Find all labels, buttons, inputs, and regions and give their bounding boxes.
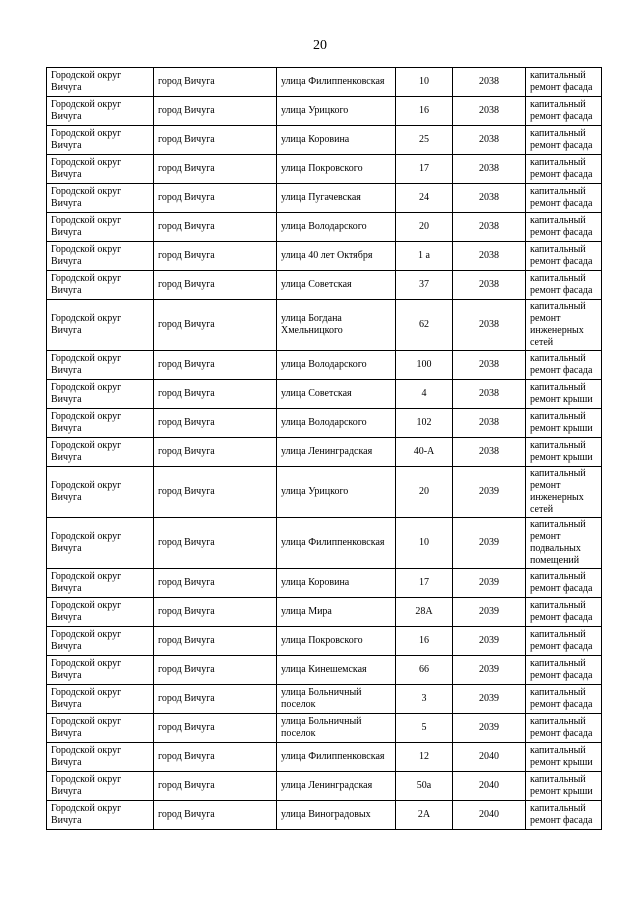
year-cell: 2038 [453,155,526,184]
work-cell: капитальный ремонт фасада [526,656,602,685]
table-row [47,627,602,656]
street-cell: улица Володарского [277,409,396,438]
street-cell: улица Виноградовых [277,801,396,830]
okrug-cell: Городской округ Вичуга [47,598,154,627]
street-cell: улица Мира [277,598,396,627]
city-cell: город Вичуга [154,380,277,409]
year-cell: 2038 [453,97,526,126]
city-cell: город Вичуга [154,300,277,351]
year-cell: 2040 [453,772,526,801]
work-cell: капитальный ремонт крыши [526,772,602,801]
city-cell: город Вичуга [154,126,277,155]
table-row [47,271,602,300]
house-cell: 40-А [396,438,453,467]
work-cell: капитальный ремонт фасада [526,569,602,598]
city-cell: город Вичуга [154,409,277,438]
year-cell: 2040 [453,801,526,830]
work-cell: капитальный ремонт фасада [526,714,602,743]
table-row [47,438,602,467]
okrug-cell: Городской округ Вичуга [47,184,154,213]
house-cell: 5 [396,714,453,743]
table-row [47,598,602,627]
year-cell: 2038 [453,438,526,467]
city-cell: город Вичуга [154,801,277,830]
year-cell: 2039 [453,714,526,743]
city-cell: город Вичуга [154,627,277,656]
work-cell: капитальный ремонт фасада [526,598,602,627]
house-cell: 25 [396,126,453,155]
house-cell: 12 [396,743,453,772]
city-cell: город Вичуга [154,351,277,380]
table-row [47,409,602,438]
table-row [47,714,602,743]
house-cell: 20 [396,213,453,242]
work-cell: капитальный ремонт крыши [526,438,602,467]
year-cell: 2039 [453,598,526,627]
street-cell: улица Ленинградская [277,438,396,467]
okrug-cell: Городской округ Вичуга [47,743,154,772]
city-cell: город Вичуга [154,569,277,598]
street-cell: улица Советская [277,271,396,300]
house-cell: 24 [396,184,453,213]
okrug-cell: Городской округ Вичуга [47,351,154,380]
street-cell: улица Володарского [277,351,396,380]
work-cell: капитальный ремонт инженерных сетей [526,300,602,351]
year-cell: 2039 [453,685,526,714]
okrug-cell: Городской округ Вичуга [47,300,154,351]
house-cell: 66 [396,656,453,685]
table-row [47,685,602,714]
year-cell: 2038 [453,271,526,300]
street-cell: улица Больничный поселок [277,714,396,743]
okrug-cell: Городской округ Вичуга [47,97,154,126]
table-row [47,569,602,598]
table-row [47,126,602,155]
year-cell: 2038 [453,184,526,213]
city-cell: город Вичуга [154,714,277,743]
work-cell: капитальный ремонт инженерных сетей [526,467,602,518]
city-cell: город Вичуга [154,184,277,213]
okrug-cell: Городской округ Вичуга [47,68,154,97]
street-cell: улица Володарского [277,213,396,242]
city-cell: город Вичуга [154,97,277,126]
okrug-cell: Городской округ Вичуга [47,685,154,714]
year-cell: 2039 [453,518,526,569]
house-cell: 1 а [396,242,453,271]
okrug-cell: Городской округ Вичуга [47,213,154,242]
street-cell: улица Коровина [277,126,396,155]
city-cell: город Вичуга [154,242,277,271]
work-cell: капитальный ремонт фасада [526,155,602,184]
house-cell: 100 [396,351,453,380]
year-cell: 2039 [453,627,526,656]
okrug-cell: Городской округ Вичуга [47,409,154,438]
year-cell: 2038 [453,213,526,242]
okrug-cell: Городской округ Вичуга [47,714,154,743]
okrug-cell: Городской округ Вичуга [47,467,154,518]
page-number: 20 [313,38,327,53]
house-cell: 28А [396,598,453,627]
okrug-cell: Городской округ Вичуга [47,656,154,685]
year-cell: 2039 [453,656,526,685]
work-cell: капитальный ремонт крыши [526,409,602,438]
house-cell: 50а [396,772,453,801]
table-row [47,801,602,830]
year-cell: 2038 [453,409,526,438]
year-cell: 2038 [453,380,526,409]
work-cell: капитальный ремонт фасада [526,213,602,242]
work-cell: капитальный ремонт фасада [526,242,602,271]
house-cell: 37 [396,271,453,300]
work-cell: капитальный ремонт фасада [526,68,602,97]
street-cell: улица Филиппенковская [277,68,396,97]
city-cell: город Вичуга [154,271,277,300]
table-row [47,518,602,569]
house-cell: 102 [396,409,453,438]
table-row [47,242,602,271]
city-cell: город Вичуга [154,772,277,801]
house-cell: 2А [396,801,453,830]
house-cell: 3 [396,685,453,714]
city-cell: город Вичуга [154,685,277,714]
street-cell: улица Урицкого [277,467,396,518]
work-cell: капитальный ремонт фасада [526,271,602,300]
house-cell: 10 [396,68,453,97]
okrug-cell: Городской округ Вичуга [47,438,154,467]
work-cell: капитальный ремонт крыши [526,743,602,772]
year-cell: 2040 [453,743,526,772]
okrug-cell: Городской округ Вичуга [47,518,154,569]
okrug-cell: Городской округ Вичуга [47,242,154,271]
year-cell: 2038 [453,242,526,271]
street-cell: улица Пугачевская [277,184,396,213]
repair-schedule-table [46,67,602,830]
table-row [47,656,602,685]
house-cell: 17 [396,569,453,598]
work-cell: капитальный ремонт фасада [526,184,602,213]
year-cell: 2039 [453,467,526,518]
table-row [47,155,602,184]
work-cell: капитальный ремонт фасада [526,126,602,155]
year-cell: 2038 [453,68,526,97]
okrug-cell: Городской округ Вичуга [47,569,154,598]
street-cell: улица Больничный поселок [277,685,396,714]
house-cell: 4 [396,380,453,409]
table-row [47,213,602,242]
okrug-cell: Городской округ Вичуга [47,772,154,801]
city-cell: город Вичуга [154,213,277,242]
year-cell: 2039 [453,569,526,598]
city-cell: город Вичуга [154,598,277,627]
work-cell: капитальный ремонт фасада [526,351,602,380]
table-row [47,743,602,772]
table-row [47,97,602,126]
city-cell: город Вичуга [154,656,277,685]
year-cell: 2038 [453,300,526,351]
year-cell: 2038 [453,126,526,155]
table-row [47,467,602,518]
house-cell: 16 [396,627,453,656]
street-cell: улица Ленинградская [277,772,396,801]
street-cell: улица Филиппенковская [277,518,396,569]
year-cell: 2038 [453,351,526,380]
table-row [47,380,602,409]
table-row [47,300,602,351]
house-cell: 62 [396,300,453,351]
street-cell: улица Покровского [277,627,396,656]
city-cell: город Вичуга [154,68,277,97]
street-cell: улица Советская [277,380,396,409]
street-cell: улица Кинешемская [277,656,396,685]
city-cell: город Вичуга [154,438,277,467]
street-cell: улица Покровского [277,155,396,184]
street-cell: улица Коровина [277,569,396,598]
table-row [47,351,602,380]
okrug-cell: Городской округ Вичуга [47,380,154,409]
okrug-cell: Городской округ Вичуга [47,126,154,155]
work-cell: капитальный ремонт крыши [526,380,602,409]
okrug-cell: Городской округ Вичуга [47,801,154,830]
work-cell: капитальный ремонт фасада [526,801,602,830]
city-cell: город Вичуга [154,155,277,184]
okrug-cell: Городской округ Вичуга [47,155,154,184]
city-cell: город Вичуга [154,467,277,518]
work-cell: капитальный ремонт фасада [526,685,602,714]
city-cell: город Вичуга [154,743,277,772]
work-cell: капитальный ремонт подвальных помещений [526,518,602,569]
street-cell: улица Богдана Хмельницкого [277,300,396,351]
table-row [47,68,602,97]
table-row [47,772,602,801]
table-row [47,184,602,213]
okrug-cell: Городской округ Вичуга [47,627,154,656]
work-cell: капитальный ремонт фасада [526,627,602,656]
street-cell: улица Филиппенковская [277,743,396,772]
street-cell: улица Урицкого [277,97,396,126]
okrug-cell: Городской округ Вичуга [47,271,154,300]
work-cell: капитальный ремонт фасада [526,97,602,126]
street-cell: улица 40 лет Октября [277,242,396,271]
house-cell: 16 [396,97,453,126]
house-cell: 10 [396,518,453,569]
city-cell: город Вичуга [154,518,277,569]
house-cell: 20 [396,467,453,518]
house-cell: 17 [396,155,453,184]
